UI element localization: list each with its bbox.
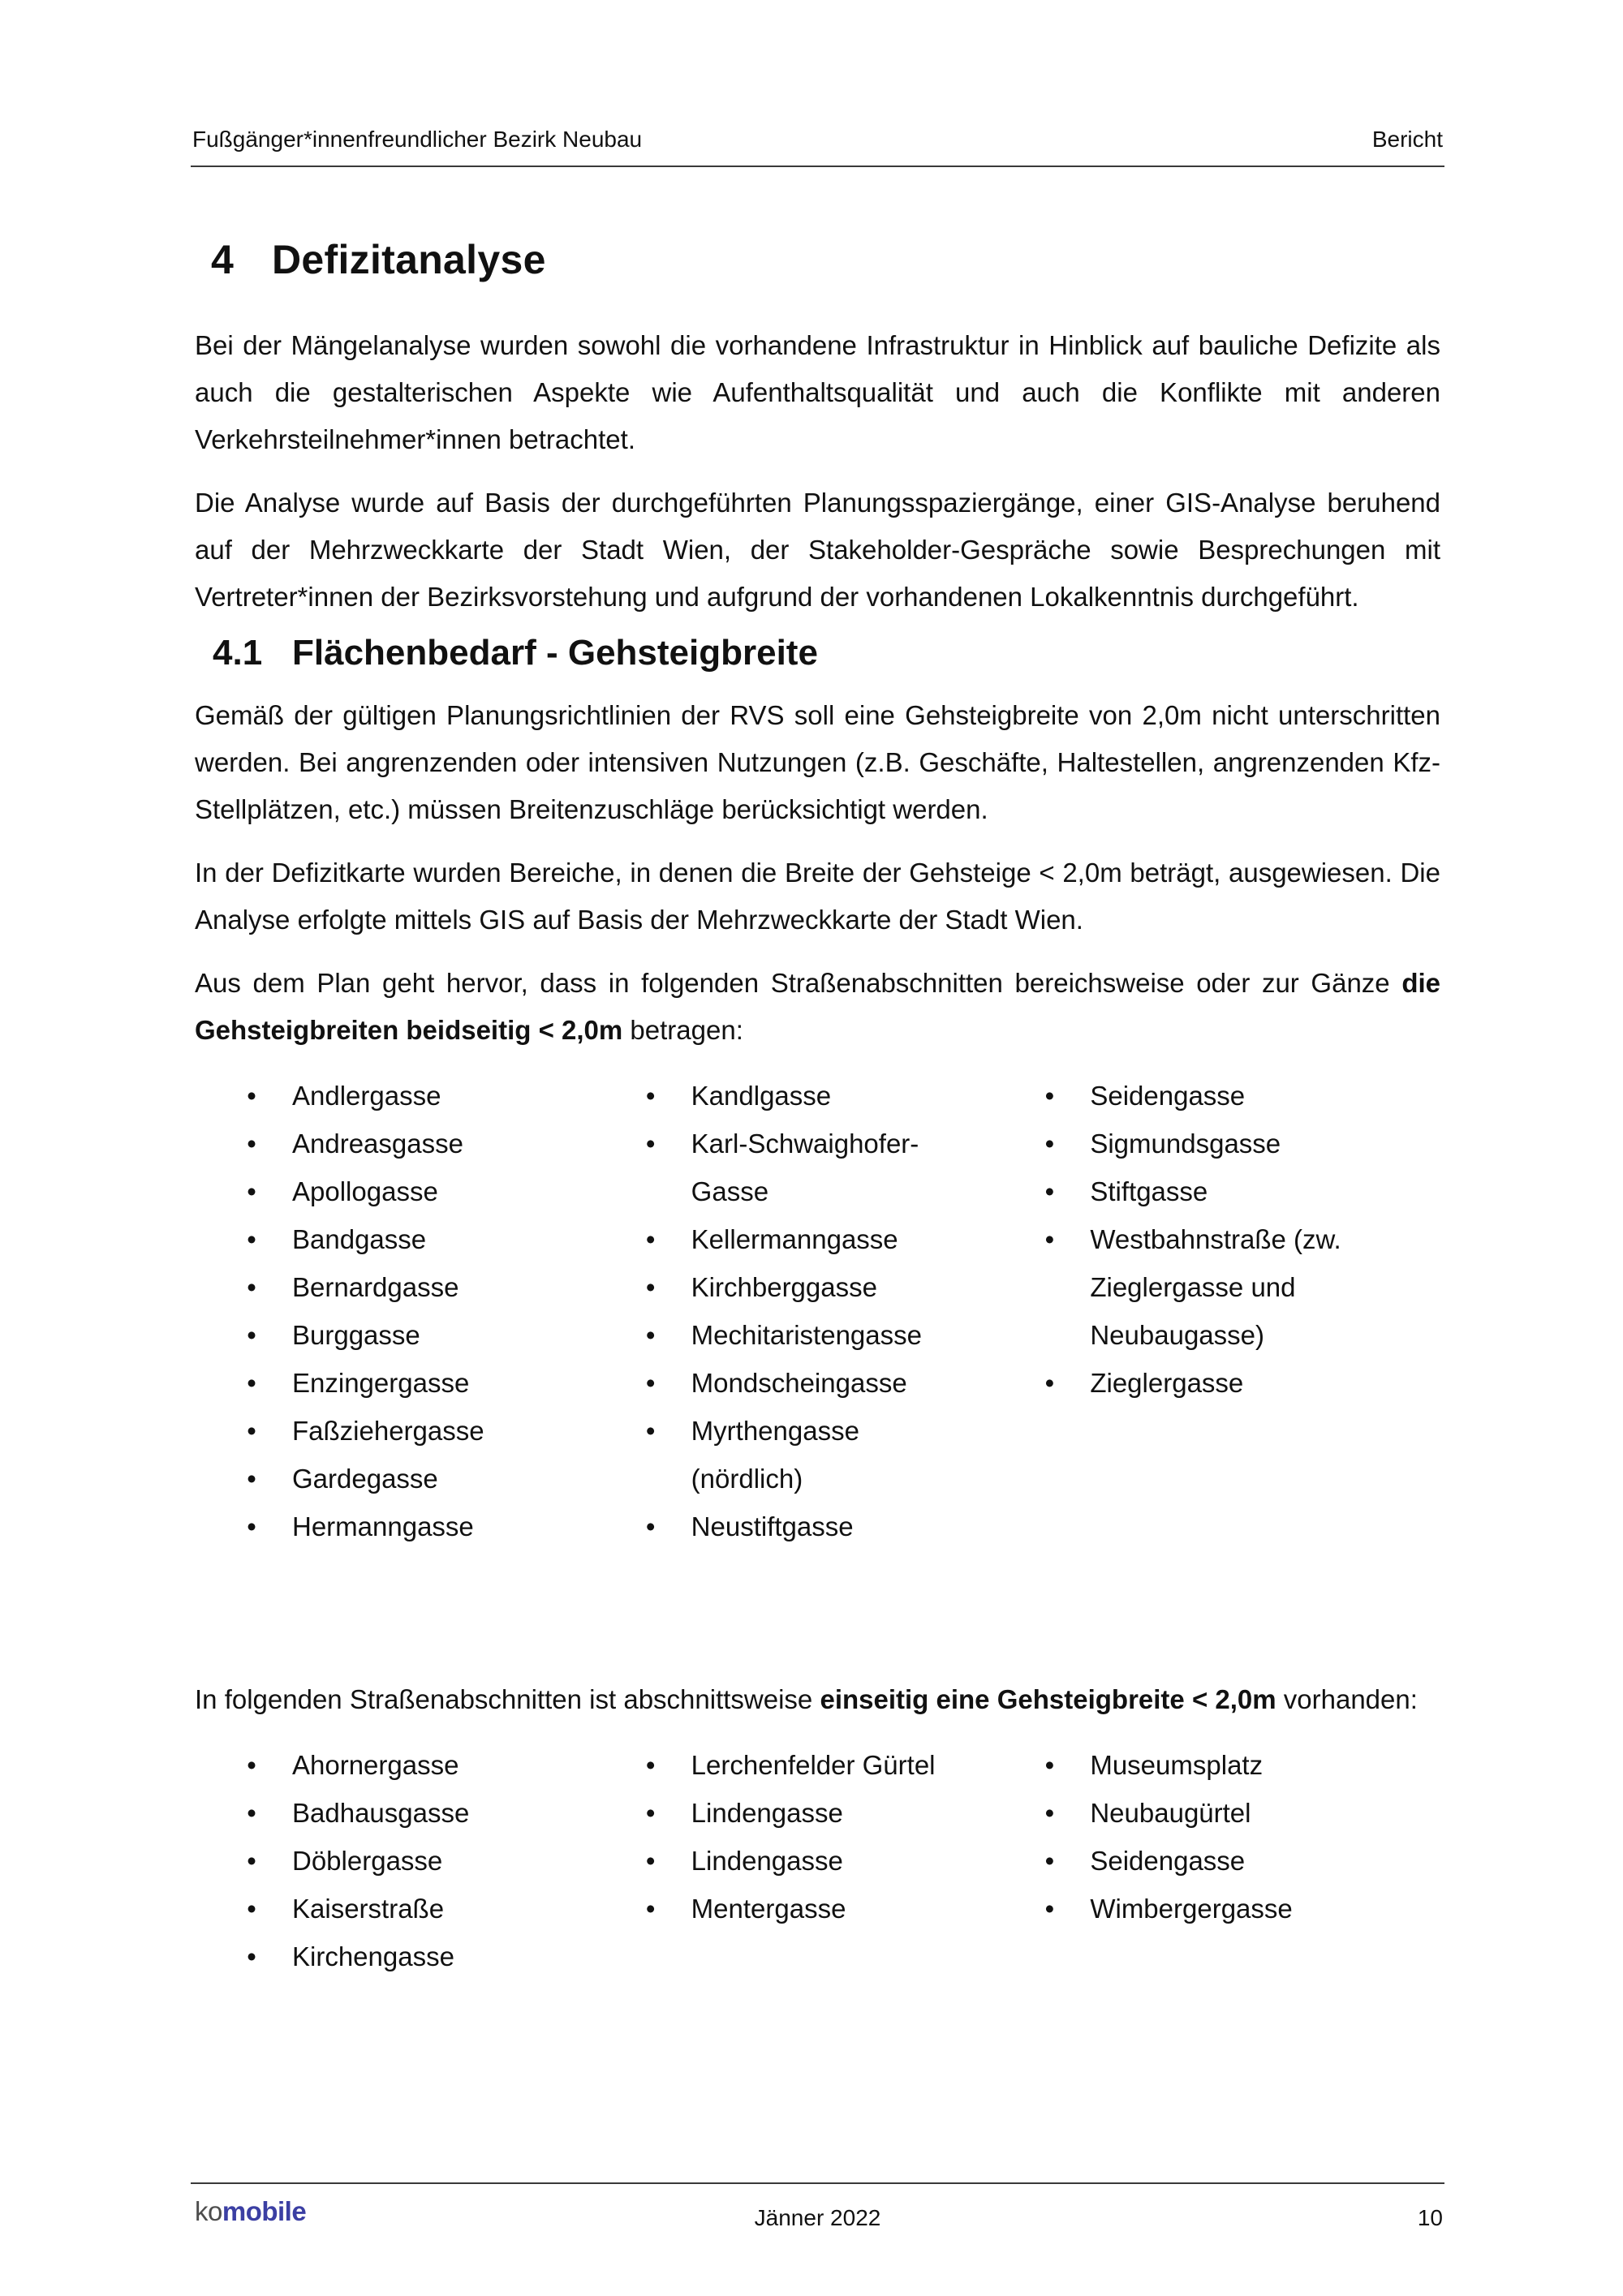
street-name: Hermanngasse: [292, 1511, 474, 1541]
bullet-icon: •: [247, 1081, 256, 1111]
street-name: Ahornergasse: [292, 1750, 459, 1780]
bullet-icon: •: [1044, 1176, 1055, 1206]
bullet-icon: •: [645, 1894, 656, 1924]
bullet-icon: •: [247, 1320, 256, 1350]
bullet-icon: •: [247, 1129, 256, 1159]
street-name: Westbahnstraße (zw. Zieglergasse und Neubaugasse): [1090, 1224, 1341, 1350]
list-item: [643, 1741, 1042, 1789]
list-item: [243, 1311, 643, 1359]
street-name: Döblergasse: [292, 1846, 443, 1876]
subsection-title: Flächenbedarf - Gehsteigbreite: [292, 633, 818, 673]
list-item: [643, 1789, 1042, 1837]
street-list-column: [1041, 1741, 1440, 1980]
header-doc-type: Bericht: [1371, 127, 1443, 152]
street-name: Lindengasse: [691, 1846, 843, 1876]
beidseitig-text-before: Aus dem Plan geht hervor, dass in folgenden Straßenabschnitten bereichsweise oder zur Gänze: [195, 968, 1402, 998]
einseitig-street-list: [243, 1741, 1440, 1980]
list-item: [1041, 1072, 1440, 1120]
bullet-icon: •: [1044, 1224, 1055, 1254]
list-item: [243, 1741, 643, 1789]
street-name: Karl-Schwaighofer-Gasse: [691, 1129, 919, 1206]
beidseitig-street-list: [243, 1072, 1440, 1550]
street-name: Myrthengasse (nördlich): [691, 1416, 859, 1494]
street-name: Seidengasse: [1090, 1081, 1246, 1111]
street-list-column: [643, 1741, 1042, 1980]
list-item: [243, 1455, 643, 1503]
list-item: [1041, 1741, 1440, 1789]
street-name: Apollogasse: [292, 1176, 438, 1206]
list-item: [643, 1503, 1042, 1550]
street-name: Museumsplatz: [1090, 1750, 1264, 1780]
street-name: Stiftgasse: [1090, 1176, 1208, 1206]
einseitig-text-after: vorhanden:: [1276, 1684, 1418, 1714]
street-name: Mentergasse: [691, 1894, 846, 1924]
bullet-icon: •: [1044, 1798, 1055, 1828]
intro-paragraph-2: Die Analyse wurde auf Basis der durchgeführten Planungsspaziergänge, einer GIS-Analyse beruhend auf der Mehrzweckkarte der Stadt Wien, der Stakeholder-Gespräche sowie Besprechungen mit Vertreter*innen der Bezirksvorstehung und aufgrund der vorhandenen Lokalkenntnis durchgeführt.: [195, 488, 1440, 612]
bullet-icon: •: [645, 1416, 656, 1446]
page-content: [195, 231, 1440, 1980]
list-item: [243, 1407, 643, 1455]
bullet-icon: •: [247, 1416, 256, 1446]
list-item: [1041, 1359, 1440, 1407]
list-item: [1041, 1789, 1440, 1837]
street-list-column: [1041, 1072, 1440, 1550]
list-item: [243, 1215, 643, 1263]
einseitig-paragraph: [195, 1676, 1440, 1723]
rvs-paragraph: Gemäß der gültigen Planungsrichtlinien der RVS soll eine Gehsteigbreite von 2,0m nicht unterschritten werden. Bei angrenzenden oder intensiven Nutzungen (z.B. Geschäfte, Haltestellen, angrenzenden Kfz-Stellplätzen, etc.) müssen Breitenzuschläge berücksichtigt werden.: [195, 700, 1440, 824]
street-name: Zieglergasse: [1090, 1368, 1244, 1398]
street-name: Kandlgasse: [691, 1081, 832, 1111]
intro-paragraph-1: Bei der Mängelanalyse wurden sowohl die vorhandene Infrastruktur in Hinblick auf bauliche Defizite als auch die gestalterischen Aspekte wie Aufenthaltsqualität und auch die Konflikte mit anderen Verkehrsteilnehmer*innen betrachtet.: [195, 330, 1440, 454]
bullet-icon: •: [247, 1941, 256, 1971]
street-name: Mondscheingasse: [691, 1368, 907, 1398]
subsection-number: 4.1: [213, 633, 263, 673]
street-name: Andlergasse: [292, 1081, 441, 1111]
list-item: [243, 1885, 643, 1933]
section-number: 4: [211, 237, 235, 282]
bullet-icon: •: [1044, 1750, 1055, 1780]
list-item: [243, 1933, 643, 1980]
list-item: [643, 1263, 1042, 1311]
street-name: Andreasgasse: [292, 1129, 463, 1159]
bullet-icon: •: [645, 1750, 656, 1780]
bullet-icon: •: [645, 1846, 656, 1876]
list-item: [1041, 1837, 1440, 1885]
street-name: Bernardgasse: [292, 1272, 459, 1302]
einseitig-text-bold: einseitig eine Gehsteigbreite < 2,0m: [820, 1684, 1276, 1714]
bullet-icon: •: [645, 1272, 656, 1302]
section-title: Defizitanalyse: [272, 237, 546, 282]
list-item: [1041, 1167, 1440, 1215]
bullet-icon: •: [247, 1894, 256, 1924]
bullet-icon: •: [247, 1176, 256, 1206]
street-name: Neubaugürtel: [1090, 1798, 1251, 1828]
street-name: Kellermanngasse: [691, 1224, 898, 1254]
header-title: Fußgänger*innenfreundlicher Bezirk Neubau: [192, 127, 643, 152]
list-item: [243, 1789, 643, 1837]
list-item: [643, 1837, 1042, 1885]
beidseitig-text-after: betragen:: [622, 1015, 743, 1045]
bullet-icon: •: [1044, 1846, 1055, 1876]
list-item: [1041, 1120, 1440, 1167]
list-item: [243, 1359, 643, 1407]
list-item: [1041, 1215, 1440, 1359]
list-item: [243, 1503, 643, 1550]
bullet-icon: •: [645, 1129, 656, 1159]
street-name: Seidengasse: [1090, 1846, 1246, 1876]
list-item: [643, 1311, 1042, 1359]
footer-date: Jänner 2022: [754, 2205, 881, 2230]
bullet-icon: •: [645, 1081, 656, 1111]
logo-mobile: mobile: [222, 2196, 307, 2226]
list-item: [243, 1120, 643, 1167]
subsection-heading: [213, 629, 1440, 677]
page-header: [191, 123, 1444, 167]
bullet-icon: •: [247, 1846, 256, 1876]
list-item: [643, 1359, 1042, 1407]
street-name: Wimbergergasse: [1090, 1894, 1293, 1924]
bullet-icon: •: [645, 1320, 656, 1350]
street-name: Enzingergasse: [292, 1368, 470, 1398]
bullet-icon: •: [645, 1511, 656, 1541]
bullet-icon: •: [1044, 1129, 1055, 1159]
bullet-icon: •: [247, 1511, 256, 1541]
street-name: Burggasse: [292, 1320, 420, 1350]
bullet-icon: •: [645, 1798, 656, 1828]
street-list-column: [243, 1072, 643, 1550]
street-list-column: [243, 1741, 643, 1980]
street-name: Kaiserstraße: [292, 1894, 445, 1924]
bullet-icon: •: [645, 1224, 656, 1254]
street-name: Bandgasse: [292, 1224, 427, 1254]
list-item: [243, 1072, 643, 1120]
list-item: [643, 1120, 1042, 1215]
street-name: Faßziehergasse: [292, 1416, 484, 1446]
beidseitig-text-bold: die Gehsteigbreiten beidseitig < 2,0m: [195, 968, 1440, 1045]
page-number: 10: [1417, 2205, 1443, 2230]
bullet-icon: •: [247, 1464, 256, 1494]
street-name: Badhausgasse: [292, 1798, 470, 1828]
bullet-icon: •: [1044, 1894, 1055, 1924]
list-item: [643, 1407, 1042, 1503]
list-item: [243, 1837, 643, 1885]
street-name: Lindengasse: [691, 1798, 843, 1828]
list-item: [243, 1263, 643, 1311]
street-name: Neustiftgasse: [691, 1511, 854, 1541]
einseitig-text-before: In folgenden Straßenabschnitten ist abschnittsweise: [195, 1684, 820, 1714]
logo-ko: ko: [195, 2196, 222, 2226]
street-name: Kirchengasse: [292, 1941, 454, 1971]
list-item: [1041, 1885, 1440, 1933]
page-footer: [191, 2182, 1444, 2233]
defizitkarte-paragraph: In der Defizitkarte wurden Bereiche, in denen die Breite der Gehsteige < 2,0m beträgt, ausgewiesen. Die Analyse erfolgte mittels GIS auf Basis der Mehrzweckkarte der Stadt Wien.: [195, 858, 1440, 935]
bullet-icon: •: [247, 1224, 256, 1254]
street-name: Kirchberggasse: [691, 1272, 877, 1302]
bullet-icon: •: [247, 1750, 256, 1780]
bullet-icon: •: [645, 1368, 656, 1398]
street-name: Gardegasse: [292, 1464, 438, 1494]
bullet-icon: •: [247, 1798, 256, 1828]
section-heading: [211, 231, 1440, 288]
list-item: [243, 1167, 643, 1215]
list-item: [643, 1215, 1042, 1263]
street-name: Mechitaristengasse: [691, 1320, 922, 1350]
street-list-column: [643, 1072, 1042, 1550]
street-name: Lerchenfelder Gürtel: [691, 1750, 936, 1780]
bullet-icon: •: [247, 1272, 256, 1302]
bullet-icon: •: [1044, 1368, 1055, 1398]
bullet-icon: •: [247, 1368, 256, 1398]
beidseitig-paragraph: [195, 960, 1440, 1054]
bullet-icon: •: [1044, 1081, 1055, 1111]
street-name: Sigmundsgasse: [1090, 1129, 1281, 1159]
list-item: [643, 1072, 1042, 1120]
list-item: [643, 1885, 1042, 1933]
